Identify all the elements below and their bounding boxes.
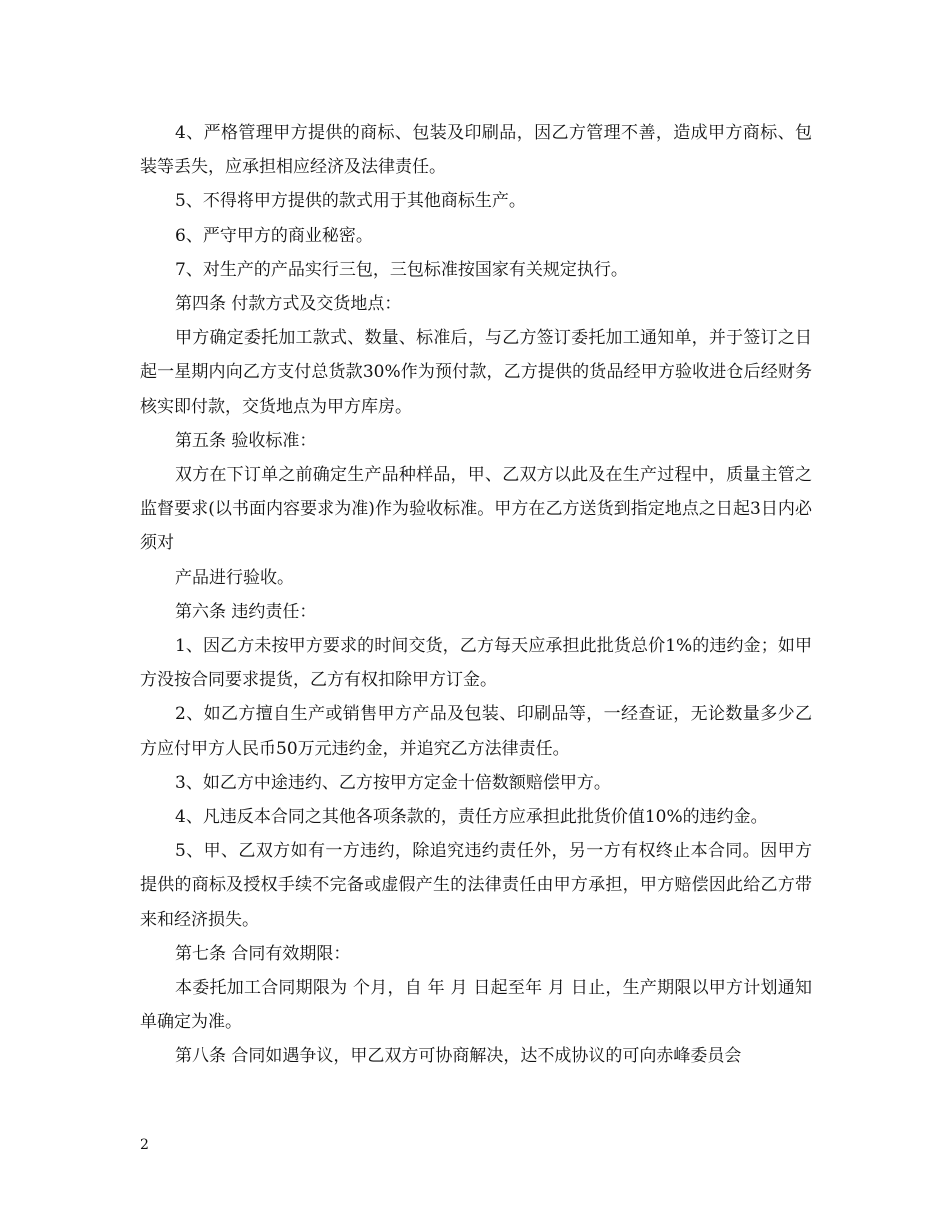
section-heading: 第六条 违约责任： bbox=[175, 601, 317, 622]
paragraph: 4、凡违反本合同之其他各项条款的，责任方应承担此批货价值10%的违约金。 bbox=[175, 807, 768, 828]
section-heading: 第五条 验收标准： bbox=[175, 430, 317, 451]
paragraph: 5、甲、乙双方如有一方违约，除追究违约责任外，另一方有权终止本合同。因甲方提供的商标及授权手续不完备或虚假产生的法律责任由甲方承担，甲方赔偿因此给乙方带来和经济损失。 bbox=[140, 841, 812, 930]
paragraph: 4、严格管理甲方提供的商标、包装及印刷品，因乙方管理不善，造成甲方商标、包装等丢失，应承担相应经济及法律责任。 bbox=[140, 123, 812, 178]
paragraph: 本委托加工合同期限为 个月，自 年 月 日起至年 月 日止，生产期限以甲方计划通知单确定为准。 bbox=[140, 978, 812, 1033]
paragraph: 6、严守甲方的商业秘密。 bbox=[175, 225, 373, 246]
page-number: 2 bbox=[140, 1137, 149, 1153]
paragraph: 3、如乙方中途违约、乙方按甲方定金十倍数额赔偿甲方。 bbox=[175, 772, 611, 793]
paragraph: 5、不得将甲方提供的款式用于其他商标生产。 bbox=[175, 191, 526, 212]
paragraph: 第八条 合同如遇争议，甲乙双方可协商解决，达不成协议的可向赤峰委员会 bbox=[175, 1046, 742, 1067]
paragraph: 7、对生产的产品实行三包，三包标准按国家有关规定执行。 bbox=[175, 259, 628, 280]
paragraph: 2、如乙方擅自生产或销售甲方产品及包装、印刷品等，一经查证，无论数量多少乙方应付甲方人民币50万元违约金，并追究乙方法律责任。 bbox=[140, 704, 812, 759]
paragraph: 产品进行验收。 bbox=[175, 567, 294, 588]
paragraph: 甲方确定委托加工款式、数量、标准后，与乙方签订委托加工通知单，并于签订之日起一星期内向乙方支付总货款30%作为预付款，乙方提供的货品经甲方验收进仓后经财务核实即付款，交货地点为甲方库房。 bbox=[140, 328, 812, 417]
paragraph: 双方在下订单之前确定生产品种样品，甲、乙双方以此及在生产过程中，质量主管之监督要求(以书面内容要求为准)作为验收标准。甲方在乙方送货到指定地点之日起3日内必须对 bbox=[140, 465, 812, 554]
section-heading: 第七条 合同有效期限： bbox=[175, 943, 351, 964]
section-heading: 第四条 付款方式及交货地点： bbox=[175, 294, 402, 315]
document-body bbox=[140, 116, 812, 1074]
paragraph: 1、因乙方未按甲方要求的时间交货，乙方每天应承担此批货总价1%的违约金；如甲方没按合同要求提货，乙方有权扣除甲方订金。 bbox=[140, 636, 812, 691]
